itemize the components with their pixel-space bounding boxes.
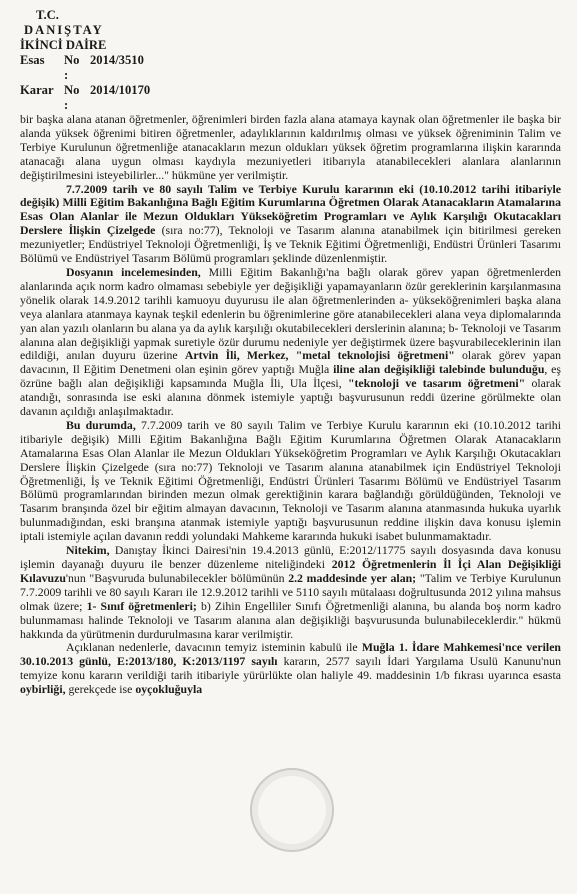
header-karar-row	[20, 83, 561, 113]
paragraph-p6	[20, 641, 561, 697]
karar-value: 2014/10170	[90, 83, 151, 97]
paragraph-p2	[20, 183, 561, 266]
bold-text-segment: "teknoloji ve tasarım öğretmeni"	[347, 376, 526, 391]
text-segment: Milli Eğitim Bakanlığı'na bağlı olarak görev yapan öğretmenlerden alanlarında açık norm kadro olmaması sebebiyle yer değişikliği yapamayanların özür gereklerinin karşılanmasına yönelik olarak 14.9.2012 tarihli kamuoyu duyurusu ile alan öğretmenlerinden a- yükseköğrenimleri başka alana veya alanlara atanmaya kaynak teşkil edenlerin bu öğrenimlerine göre atanabilecekleri alana veya diplomalarında yan alan yazılı olanların bu alana ya da aylık karşılığı okutabilecekleri derslerinin alanına; b- Teknoloji ve Tasarım alanına alan değişikliği yapmak suretiyle özür durumu nedeniyle yer değiştirmek üzere başvurabileceklerinin ilan edildiği, anılan duyuru üzerine	[20, 264, 561, 363]
court-seal-stamp	[250, 768, 334, 852]
esas-value: 2014/3510	[90, 53, 144, 67]
bold-text-segment: 7.7.2009 tarih ve 80 sayılı Talim ve Terbiye Kurulu kararının eki (10.10.2012 tarihi itibariyle değişik) Milli Eğitim Bakanlığına Bağlı Eğitim Kurumlarına Öğretmen Olarak Atanacakların Atamalarına Esas Olan Alanlar ile Mezun Oldukları Yükseköğretim Programları ve Aylık Karşılığı Okutacakları Derslere İlişkin Çizelgede	[20, 181, 561, 238]
bold-text-segment: 2012 Öğretmenlerin İl İçi Alan Değişikliği Kılavuzu	[20, 557, 561, 585]
text-segment: olarak görev yapan davacının, Il Eğitim Denetmeni olan eşinin görev yaptığı Muğla	[20, 348, 562, 377]
header-tc: T.C.	[36, 8, 59, 22]
document-header	[20, 8, 561, 113]
bold-text-segment: Bu durumda,	[66, 417, 136, 432]
text-segment: (sıra no:77), Teknoloji ve Tasarım alanına atanabilmek için bitirilmesi gereken mezuniyetler; Endüstriyel Teknoloji Öğretmenliği, İş ve Teknik Eğitimi Öğretmenliği, Endüstri Ürünleri Tasarımı Bölümü ve Endüstriyel Tasarım Bölümü programları şeklinde düzenlenmiştir.	[20, 223, 561, 266]
text-segment: 'nun "Başvuruda bulunabilecekler bölümünün	[65, 570, 289, 585]
karar-label: Karar	[20, 83, 54, 97]
header-court: DANIŞTAY	[24, 23, 104, 37]
paragraph-p1	[20, 113, 561, 183]
bold-text-segment: Nitekim,	[66, 543, 110, 558]
header-esas-row	[20, 53, 561, 83]
text-segment: b) Zihin Engelliler Sınıfı Öğretmenliği alanına, bu alanda boş norm kadro bulunmaması halinde Teknoloji ve Tasarım alanına alan değişikliği başvurusunda bulunabileceklerdir." hükmü hakkında da yürütmenin durdurulmasına karar verilmiştir.	[20, 598, 561, 641]
text-segment: Açıklanan nedenlerle, davacının temyiz isteminin kabulü ile	[66, 640, 362, 655]
text-segment: kararın, 2577 sayılı İdari Yargılama Usulü Kanunu'nun temyize konu kararın verildiği tarih itibariyle yürürlükte olan haliyle 49. maddesinin 1/b fıkrası uyarınca esasta	[20, 654, 561, 683]
bold-text-segment: Dosyanın incelemesinden,	[66, 264, 201, 279]
bold-text-segment: oyçokluğuyla	[135, 682, 203, 697]
text-segment: , eş özrüne bağlı alan değişikliği kapsamında Muğla İli, Ula İlçesi,	[20, 362, 561, 391]
text-segment: "Talim ve Terbiye Kurulunun 7.7.2009 tarihli ve 80 sayılı Kararı ile 12.9.2012 tarihli ve 5110 sayılı mütalaası doğrultusunda 2012 yılına mahsus olmak üzere;	[20, 570, 562, 613]
bold-text-segment: iline alan değişikliği talebinde bulunduğu	[333, 362, 545, 377]
bold-text-segment: 2.2 maddesinde yer alan;	[288, 570, 417, 585]
text-segment: bir başka alana atanan öğretmenler, öğrenimleri birden fazla alana atamaya kaynak olan öğretmenler ile başka bir alanda yüksek öğrenimi bitiren öğretmenler, adaylıklarının kaldırılmış olması ve yüksek öğreniminin Talim ve Terbiye Kurulunun öğretmenliğe atanacakların mezun oldukları yüksek öğretim programlarına ilişkin kararında atanacağı alana uygun olması kaydıyla mezuniyetleri itibarıyla atanabilecekleri alanlara alanlarının değiştirilmesini isteyebilirler..." hükmüne yer verilmiştir.	[20, 112, 561, 182]
bold-text-segment: 1- Sınıf öğretmenleri;	[86, 598, 197, 613]
karar-no-label: No :	[64, 83, 80, 112]
header-chamber: İKİNCİ DAİRE	[20, 38, 107, 52]
bold-text-segment: Muğla 1. İdare Mahkemesi'nce verilen 30.10.2013 günlü, E:2013/180, K:2013/1197 sayılı	[20, 640, 561, 669]
bold-text-segment: Artvin İli, Merkez, "metal teknolojisi öğretmeni"	[184, 348, 455, 363]
text-segment: gerekçede ise	[65, 682, 136, 697]
document-body	[20, 113, 561, 697]
paragraph-p4	[20, 419, 561, 544]
text-segment: 7.7.2009 tarih ve 80 sayılı Talim ve Terbiye Kurulu kararının eki (10.10.2012 tarihi itibariyle değişik) Milli Eğitim Bakanlığına Bağlı Eğitim Kurumlarına Öğretmen Olarak Atanacakların Atamalarına Esas Olan Alanlar ile Mezun Oldukları Yükseköğretim Programları ve Aylık Karşılığı Okutacakları Derslere İlişkin Çizelgede (sıra no:77) Teknoloji ve Tasarım alanına atanabilmek için Endüstriyel Teknoloji Öğretmenliği, İş ve Teknik Eğitimi Öğretmenliği, Endüstri Ürünleri Tasarımı Bölümü ve Endüstriyel Tasarım Bölümü programlarından birinden mezun olmak gerektiğinin karara bağlandığı görüldüğünden, Teknoloji ve Tasarım branşında özel bir eğitim almayan davacının, Teknoloji ve Tasarım alanına atanmasında hukuka uyarlık bulunmadığından, eski branşına atanmak istemiyle yaptığı başvurusunun reddine ilişkin dava konusu işlemin iptali istemiyle açılan davanın reddi yolundaki Mahkeme kararında hukuki isabet bulunmamaktadır.	[20, 417, 561, 544]
paragraph-p3	[20, 266, 561, 419]
paragraph-p5	[20, 544, 561, 641]
bold-text-segment: oybirliği,	[20, 682, 66, 697]
esas-no-label: No :	[64, 53, 80, 82]
text-segment: olarak atandığı, sonrasında ise eski alanına dönmek istemiyle yaptığı başvurusunun reddi üzerine görülmekte olan davanın açıldığı anlaşılmaktadır.	[20, 376, 561, 419]
text-segment: Danıştay İkinci Dairesi'nin 19.4.2013 günlü, E:2012/11775 sayılı dosyasında dava konusu işlemin dayanağı duyuru ile benzer düzenleme niteliğindeki	[20, 543, 561, 571]
esas-label: Esas	[20, 53, 45, 67]
